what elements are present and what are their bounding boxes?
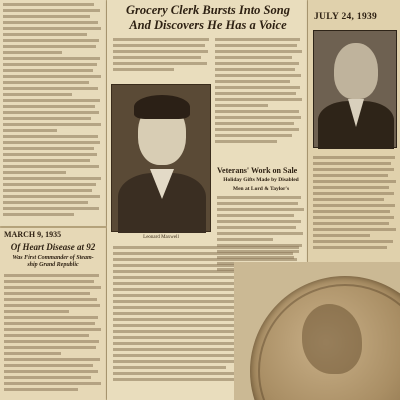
man-portrait [313, 30, 397, 148]
obituary-subtitle-2: ship Grand Republic [27, 262, 79, 268]
headline-line-2: And Discovers He Has a Voice [129, 18, 287, 32]
portrait-article-text [313, 156, 397, 252]
left-column-text [3, 3, 102, 219]
obituary-title: Of Heart Disease at 92 [10, 242, 96, 252]
veterans-subtitle-1: Holiday Gifts Made by Disabled [223, 177, 299, 183]
photo-caption: Leonard Maxwell [143, 235, 179, 240]
obituary-text [4, 274, 102, 394]
veterans-subtitle-2: Men at Lord & Taylor's [232, 185, 290, 192]
portrait-clipping [308, 0, 400, 262]
left-column-clipping [0, 0, 106, 226]
obituary-date: MARCH 9, 1935 [4, 230, 62, 239]
clerk-photo [111, 84, 211, 240]
dateline: JULY 24, 1939 [314, 12, 378, 22]
article-text-left-top [113, 38, 211, 74]
obituary-subtitle-1: Was First Commander of Steam- [12, 255, 94, 261]
veterans-title: Veterans' Work on Sale [217, 166, 298, 175]
article-text-right [215, 38, 303, 146]
headline-line-1: Grocery Clerk Bursts Into Song [126, 3, 290, 17]
obituary-clipping [0, 228, 106, 400]
headline [115, 3, 301, 33]
